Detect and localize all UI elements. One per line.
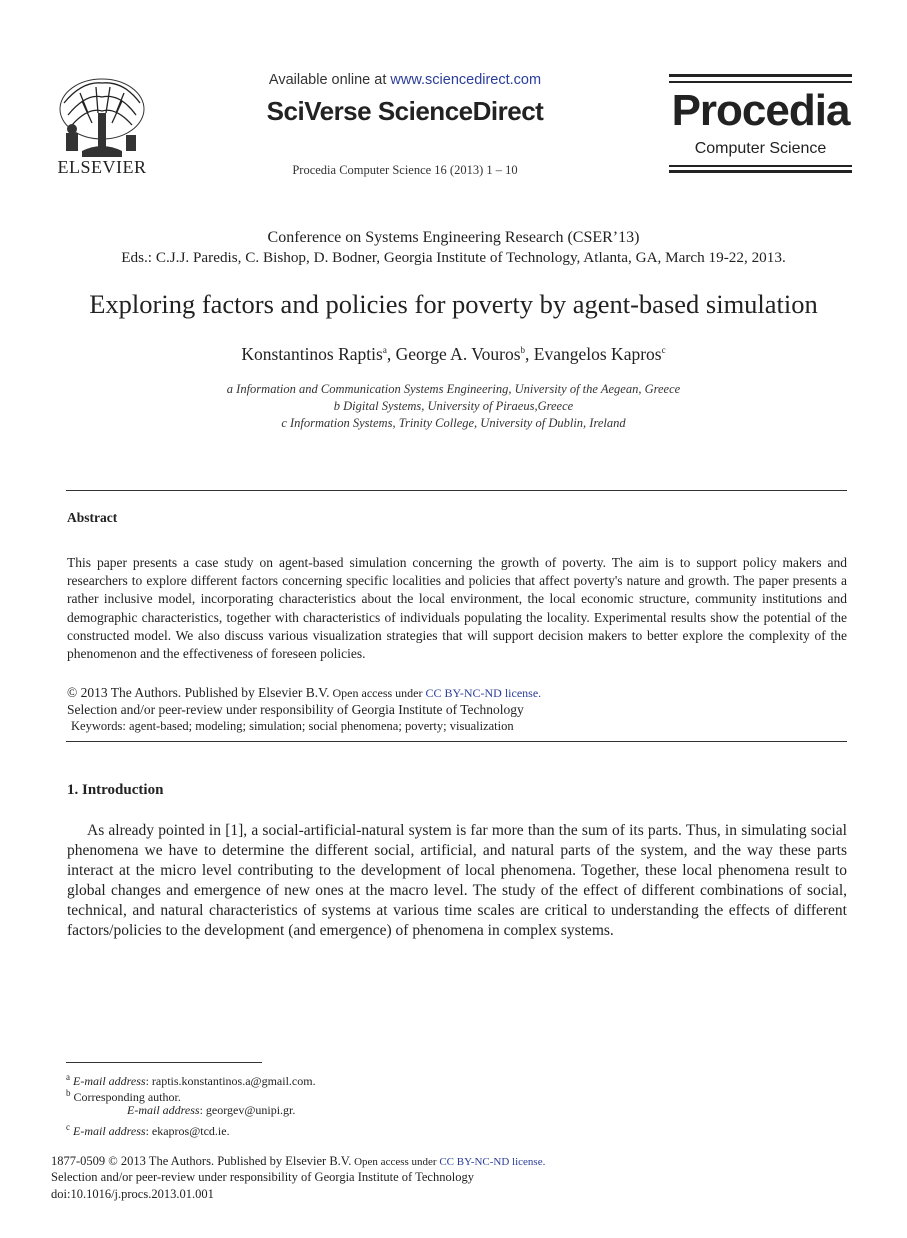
footer-issn-line [51,1153,545,1171]
footnote [66,1119,230,1140]
author-affil-mark: c [661,345,666,356]
conference-name: Conference on Systems Engineering Research (CSER’13) [267,229,640,246]
copyright-text: © 2013 The Authors. Published by Elsevier B.V. [67,685,330,700]
footnote-mark: c [66,1122,70,1132]
elsevier-wordmark: ELSEVIER [57,157,147,177]
footer-open-access: Open access under [351,1156,440,1168]
journal-citation: Procedia Computer Science 16 (2013) 1 – 10 [292,163,518,177]
footnote-rule [66,1062,262,1063]
sciencedirect-link[interactable]: www.sciencedirect.com [390,72,542,88]
author-name: Evangelos Kapros [533,344,662,364]
license-link[interactable]: CC BY-NC-ND license. [425,686,542,700]
author-affil-mark: a [382,345,387,356]
author-separator: , [525,344,534,364]
procedia-logo [669,74,852,176]
procedia-bottom-rule-1 [669,165,852,167]
available-online [255,72,555,88]
conference-editors: Eds.: C.J.J. Paredis, C. Bishop, D. Bodner, Georgia Institute of Technology, Atlanta, GA, March 19-22, 2013. [121,249,786,266]
author-affil-mark: b [520,345,526,356]
footnote-email: : raptis.konstantinos.a@gmail.com. [145,1074,316,1088]
abstract-bottom-rule [66,741,847,742]
abstract-body: This paper presents a case study on agent-based simulation concerning the growth of poverty. The aim is to support policy makers and researchers to explore different factors concerning specific localities and policies that affect poverty's nature and growth. The paper presents a rather inclusive model, incorporating characteristics about the local environment, the local economic structure, community institutions and demographic characteristics, together with characteristics of individuals populating the locality. Experimental results show the potential of the constructed model. We also discuss various visualization strategies that will support decision makers to better explore the complexity of the phenomenon and the effectiveness of foreseen policies. [67,555,847,662]
abstract-heading: Abstract [67,510,118,525]
footnote-mark: a [66,1072,70,1082]
available-prefix: Available online at [268,72,391,88]
procedia-subtitle: Computer Science [694,140,827,157]
footer-issn-copyright: 1877-0509 © 2013 The Authors. Published by Elsevier B.V. [51,1154,352,1168]
footnote-mark: b [66,1088,71,1098]
footer-license-link[interactable]: CC BY-NC-ND license. [439,1156,546,1168]
abstract-top-rule [66,490,847,491]
open-access-text: Open access under [329,686,426,700]
footnote-label: E-mail address [127,1103,200,1117]
footnote-email: : georgev@unipi.gr. [199,1103,296,1117]
footnote-email: : ekapros@tcd.ie. [145,1124,230,1138]
keywords: Keywords: agent-based; modeling; simulation; social phenomena; poverty; visualization [71,719,514,733]
affiliation-line: c Information Systems, Trinity College, University of Dublin, Ireland [281,416,626,430]
affiliation-line: b Digital Systems, University of Piraeus,Greece [333,399,574,413]
affiliations [0,381,907,432]
footer-review: Selection and/or peer-review under responsibility of Georgia Institute of Technology [51,1170,474,1184]
intro-body: As already pointed in [1], a social-artificial-natural system is far more than the sum of its parts. Thus, in simulating social phenomena we have to determine the different social, artificial, and natural parts of the system, and the way these parts interact at the micro level contributing to the development of local phenomena. Together, these local phenomena result to global changes and emergence of new ones at the macro level. The study of the effect of different combinations of social, technical, and natural characteristics of systems at various time scales are critical to understanding the effects of different factors/policies to the development (and emergence) of phenomena in complex systems. [67,822,847,939]
procedia-top-rule-2 [669,81,852,83]
author-separator: , [386,344,396,364]
abstract-review-line: Selection and/or peer-review under responsibility of Georgia Institute of Technology [67,702,524,717]
affiliation-line: a Information and Communication Systems Engineering, University of the Aegean, Greece [226,382,681,396]
procedia-bottom-rule-2 [669,170,852,173]
footnote [127,1102,295,1119]
footnote-label: E-mail address [73,1124,146,1138]
platform-name: SciVerse ScienceDirect [266,96,544,126]
intro-heading: 1. Introduction [67,782,164,798]
footnote-label: E-mail address [73,1074,146,1088]
footnote-text: Corresponding author. [73,1090,181,1104]
procedia-top-rule-1 [669,74,852,77]
abstract-copyright-line [67,684,847,702]
elsevier-tree-icon [52,73,152,161]
author-list [0,344,907,365]
author-name: George A. Vouros [395,344,521,364]
paper-title: Exploring factors and policies for poverty by agent-based simulation [89,289,818,319]
elsevier-logo [52,73,152,178]
author-name: Konstantinos Raptis [241,344,383,364]
procedia-title: Procedia [671,86,850,135]
footer-doi: doi:10.1016/j.procs.2013.01.001 [51,1187,214,1201]
